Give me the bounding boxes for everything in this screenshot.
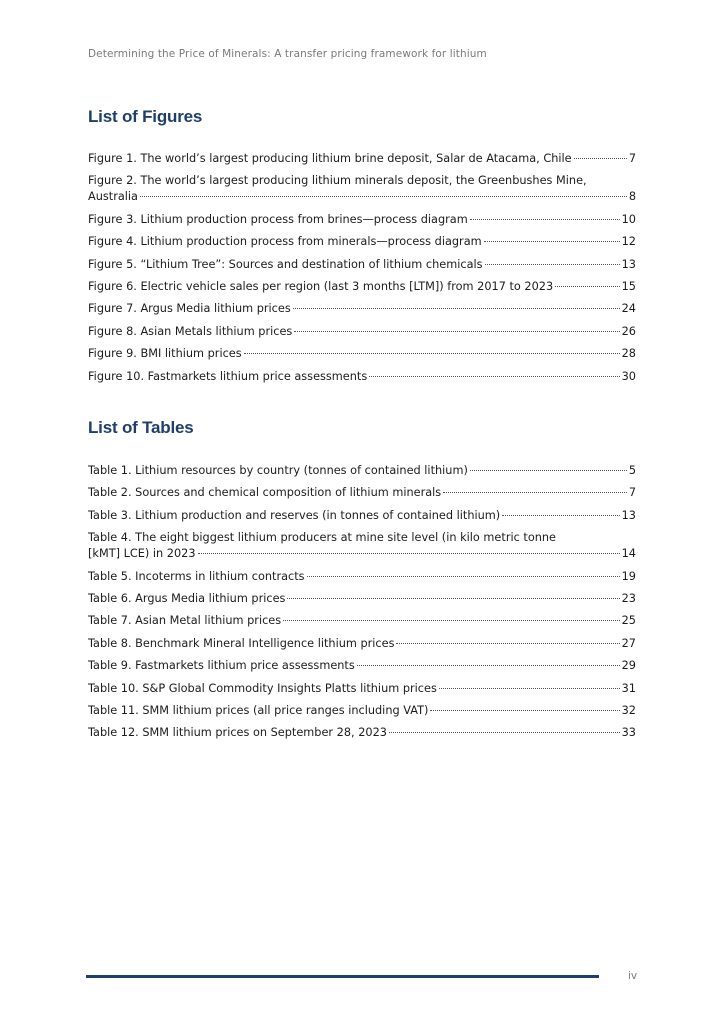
table-entry-title: Table 6. Argus Media lithium prices [88,591,286,605]
table-entry-title: Table 3. Lithium production and reserves (in tonnes of contained lithium) [88,508,501,522]
dot-leader [470,470,627,471]
table-entry-title: Table 11. SMM lithium prices (all price ranges including VAT) [88,703,429,717]
table-entry-page-number: 5 [628,464,636,477]
table-entry[interactable] [88,681,636,697]
table-entry-line [88,508,636,524]
table-entry-line [88,703,636,719]
table-entry-title: Table 4. The eight biggest lithium producers at mine site level (in kilo metric tonne [88,531,557,545]
figure-entry-page-number: 15 [621,279,636,293]
dot-leader [244,353,620,354]
figure-entry-page-number: 8 [628,190,636,204]
table-entry-page-number: 23 [621,591,636,605]
figure-entry[interactable] [88,257,636,273]
dot-leader [443,492,627,493]
table-entry-page-number: 31 [621,681,636,695]
figure-entry-line [88,324,636,340]
table-entry-line [88,569,636,585]
dot-leader [439,688,620,689]
table-entry-page-number: 25 [621,614,636,628]
dot-leader [502,515,619,516]
figure-entry-page-number: 10 [621,212,636,226]
figure-entry-title: Figure 5. “Lithium Tree”: Sources and destination of lithium chemicals [88,257,483,271]
figure-entry[interactable] [88,234,636,250]
figure-entry-line [88,212,636,228]
figure-entry-title: Figure 1. The world’s largest producing lithium brine deposit, Salar de Atacama, Chile [88,152,572,165]
figure-entry-line [88,301,636,317]
table-entry[interactable] [88,508,636,524]
figure-entry-line [88,257,636,273]
dot-leader [357,665,620,666]
table-entry-line [88,530,636,546]
list-of-tables [88,463,636,748]
table-entry[interactable] [88,463,636,479]
figure-entry-title: Figure 2. The world’s largest producing lithium minerals deposit, the Greenbushes Mine, [88,174,587,188]
figure-entry-title: Figure 6. Electric vehicle sales per region (last 3 months [LTM]) from 2017 to 2023 [88,279,554,293]
table-entry-title: Table 7. Asian Metal lithium prices [88,614,282,628]
figure-entry-line [88,173,636,189]
figure-entry-line [88,234,636,250]
table-entry-page-number: 7 [628,486,636,500]
figure-entry-page-number: 7 [628,152,636,165]
table-entry[interactable] [88,658,636,674]
figure-entry[interactable] [88,279,636,295]
figure-entry-line [88,346,636,362]
figure-entry-page-number: 13 [621,257,636,271]
figure-entry-line [88,279,636,295]
table-entry[interactable] [88,591,636,607]
table-entry[interactable] [88,636,636,652]
table-entry-line [88,613,636,629]
dot-leader [430,710,619,711]
table-entry-title: Table 12. SMM lithium prices on September 28, 2023 [88,726,387,740]
dot-leader [287,598,619,599]
table-entry-line [88,681,636,697]
table-entry[interactable] [88,613,636,629]
figure-entry-page-number: 24 [621,302,636,316]
dot-leader [555,286,619,287]
running-header: Determining the Price of Minerals: A transfer pricing framework for lithium [88,48,487,60]
table-entry[interactable] [88,485,636,501]
figure-entry-title: Figure 4. Lithium production process from minerals—process diagram [88,235,482,249]
list-of-tables-heading: List of Tables [88,418,194,437]
dot-leader [283,620,619,621]
figure-entry-page-number: 30 [621,369,636,383]
table-entry-line [88,485,636,501]
table-entry-page-number: 27 [621,636,636,650]
table-entry-title: Table 10. S&P Global Commodity Insights Platts lithium prices [88,681,437,695]
figure-entry-title: Australia [88,190,138,204]
table-entry-title: Table 9. Fastmarkets lithium price assessments [88,659,355,673]
table-entry-page-number: 19 [621,569,636,583]
table-entry[interactable] [88,569,636,585]
figure-entry[interactable] [88,369,636,385]
dot-leader [307,576,620,577]
table-entry-line [88,591,636,607]
figure-entry-line [88,369,636,385]
dot-leader [369,376,619,377]
table-entry-line [88,658,636,674]
figure-entry[interactable] [88,301,636,317]
list-of-figures-heading: List of Figures [88,107,203,126]
dot-leader [396,643,619,644]
dot-leader [198,553,620,554]
dot-leader [470,219,620,220]
dot-leader [140,196,627,197]
table-entry-title: Table 2. Sources and chemical composition of lithium minerals [88,486,442,500]
figure-entry-line [88,151,636,167]
table-entry[interactable] [88,725,636,741]
list-of-figures [88,151,636,391]
figure-entry-line [88,189,636,205]
table-entry-title: Table 5. Incoterms in lithium contracts [88,569,305,583]
table-entry-title: Table 1. Lithium resources by country (tonnes of contained lithium) [88,464,468,477]
table-entry-page-number: 13 [621,508,636,522]
table-entry-page-number: 14 [621,547,636,561]
footer-rule [86,975,599,978]
figure-entry[interactable] [88,212,636,228]
table-entry-line [88,463,636,479]
figure-entry[interactable] [88,151,636,167]
page-number: iv [628,970,638,982]
figure-entry-page-number: 28 [621,347,636,361]
table-entry-line [88,636,636,652]
dot-leader [293,308,620,309]
figure-entry[interactable] [88,346,636,362]
table-entry-page-number: 33 [621,726,636,740]
figure-entry[interactable] [88,173,636,205]
table-entry[interactable] [88,530,636,562]
table-entry[interactable] [88,703,636,719]
dot-leader [574,158,627,159]
table-entry-page-number: 29 [621,659,636,673]
figure-entry-page-number: 26 [621,324,636,338]
table-entry-title: Table 8. Benchmark Mineral Intelligence lithium prices [88,636,395,650]
figure-entry-title: Figure 3. Lithium production process from brines—process diagram [88,212,468,226]
dot-leader [294,331,619,332]
figure-entry[interactable] [88,324,636,340]
table-entry-page-number: 32 [621,703,636,717]
table-entry-title: [kMT] LCE) in 2023 [88,547,196,561]
table-entry-line [88,546,636,562]
dot-leader [484,241,620,242]
figure-entry-page-number: 12 [621,235,636,249]
figure-entry-title: Figure 8. Asian Metals lithium prices [88,324,293,338]
dot-leader [389,732,620,733]
figure-entry-title: Figure 9. BMI lithium prices [88,347,242,361]
figure-entry-title: Figure 10. Fastmarkets lithium price assessments [88,369,368,383]
dot-leader [485,264,620,265]
table-entry-line [88,725,636,741]
figure-entry-title: Figure 7. Argus Media lithium prices [88,302,291,316]
